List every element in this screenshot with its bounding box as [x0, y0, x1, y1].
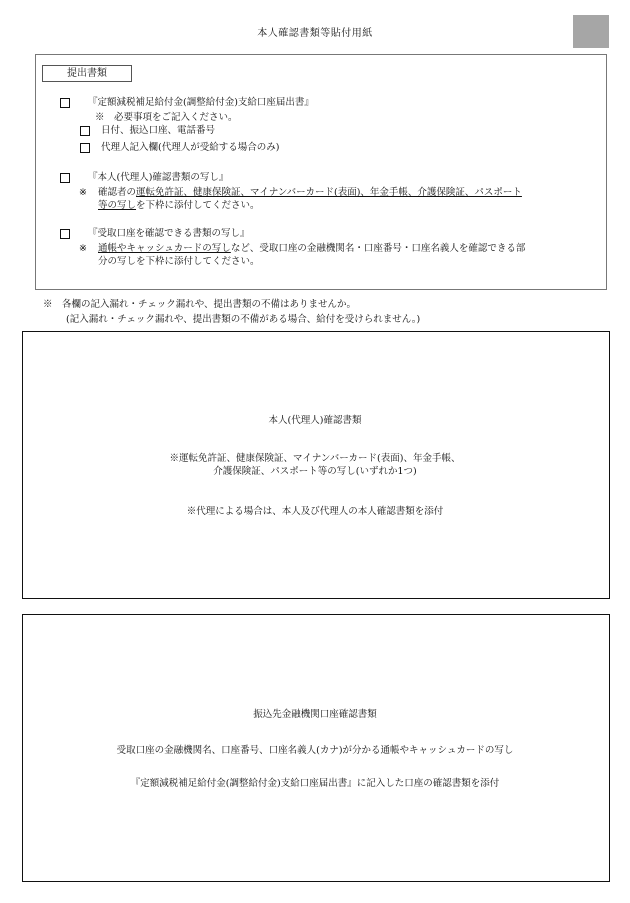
item-account-doc-line1-post: など、受取口座の金融機関名・口座番号・口座名義人を確認できる部 [230, 243, 526, 254]
bank-box-line1: 受取口座の金融機関名、口座番号、口座名義人(カナ)が分かる通帳やキャッシュカードの写し [116, 745, 514, 756]
submission-tag: 提出書類 [42, 65, 132, 82]
item-id-copy-line2-underlined: 等の写し [98, 200, 137, 211]
sub-item-date-account-phone: 日付、振込口座、電話番号 [101, 125, 216, 136]
page-title: 本人確認書類等貼付用紙 [257, 28, 373, 39]
item-id-copy-line1 [98, 187, 522, 199]
item-id-copy-line1-underlined: 運転免許証、健康保険証、マイナンバーカード(表面)、年金手帳、介護保険証、パスポート [136, 187, 522, 198]
checkbox-application-form[interactable] [60, 98, 70, 108]
checkbox-account-doc[interactable] [60, 229, 70, 239]
item-account-doc-line1 [98, 243, 525, 255]
bank-box-line2: 『定額減税補足給付金(調整給付金)支給口座届出書』に記入した口座の確認書類を添付 [130, 778, 500, 789]
notice-line2: (記入漏れ・チェック漏れや、提出書類の不備がある場合、給付を受けられません。) [66, 314, 421, 325]
item-id-copy-line1-pre: 確認者の [98, 187, 137, 198]
checkbox-id-copy[interactable] [60, 173, 70, 183]
checkbox-date-account-phone[interactable] [80, 126, 90, 136]
item-id-copy-label: 『本人(代理人)確認書類の写し』 [88, 172, 229, 183]
id-box-heading: 本人(代理人)確認書類 [268, 415, 362, 426]
notice-line1: ※ 各欄の記入漏れ・チェック漏れや、提出書類の不備はありませんか。 [43, 299, 357, 310]
item-account-doc-mark: ※ [79, 243, 87, 254]
item-id-copy-line2-post: を下枠に添付してください。 [136, 200, 260, 211]
item-account-doc-line1-underlined: 通帳やキャッシュカードの写し [98, 243, 231, 254]
item-id-copy-mark: ※ [79, 187, 87, 198]
item-account-doc-label: 『受取口座を確認できる書類の写し』 [88, 228, 250, 239]
checkbox-agent-field[interactable] [80, 143, 90, 153]
corner-marker [573, 15, 609, 48]
item-id-copy-line2 [98, 200, 260, 212]
bank-box-heading: 振込先金融機関口座確認書類 [253, 709, 377, 720]
item-application-form-note: ※ 必要事項をご記入ください。 [95, 112, 238, 123]
item-application-form-label: 『定額減税補足給付金(調整給付金)支給口座届出書』 [88, 97, 314, 108]
id-box-line1: ※運転免許証、健康保険証、マイナンバーカード(表面)、年金手帳、 [169, 453, 461, 464]
id-box-line2: 介護保険証、パスポート等の写し(いずれか1つ) [213, 466, 417, 477]
sub-item-agent-field: 代理人記入欄(代理人が受給する場合のみ) [101, 142, 280, 153]
id-box-line3: ※代理による場合は、本人及び代理人の本人確認書類を添付 [186, 506, 444, 517]
item-account-doc-line2: 分の写しを下枠に添付してください。 [98, 256, 260, 267]
